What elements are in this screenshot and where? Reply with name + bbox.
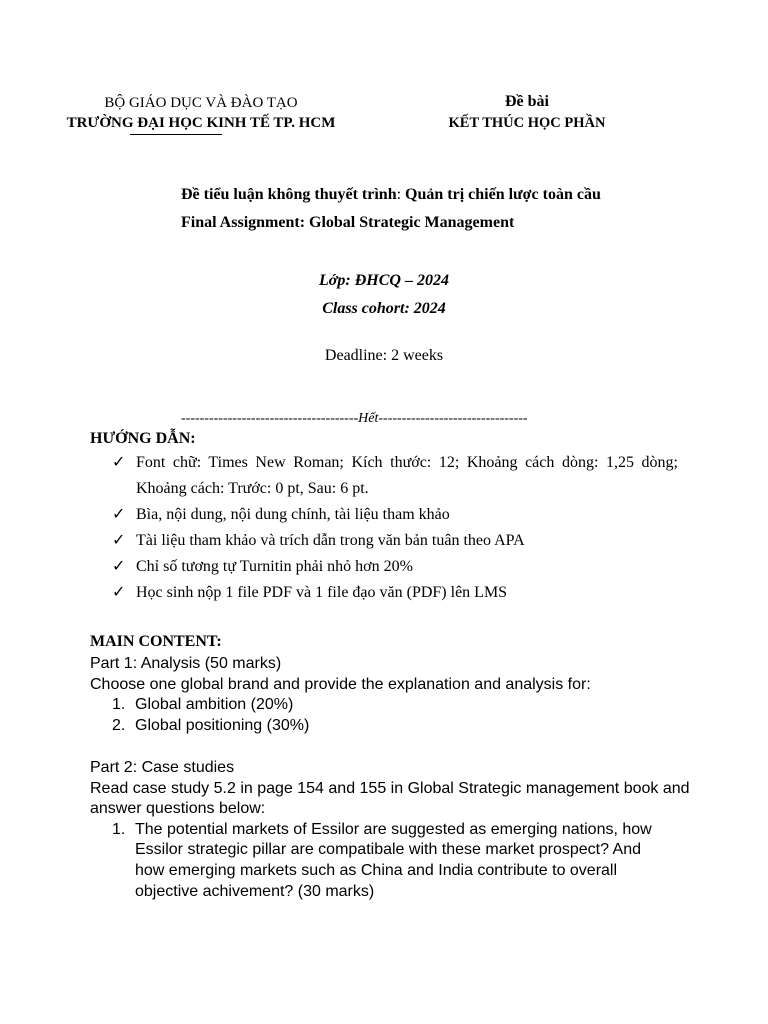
assignment-title-vi	[181, 186, 601, 204]
part1-section	[90, 654, 690, 736]
guideline-item	[112, 528, 678, 554]
checkmark-icon: ✓	[112, 454, 126, 471]
list-item	[90, 695, 690, 716]
guideline-text: Bìa, nội dung, nội dung chính, tài liệu tham khảo	[136, 506, 450, 523]
part2-intro: Read case study 5.2 in page 154 and 155 in Global Strategic management book and answer questions below:	[90, 779, 690, 818]
guideline-text: Font chữ: Times New Roman; Kích thước: 12; Khoảng cách dòng: 1,25 dòng; Khoảng cách: Trước: 0 pt, Sau: 6 pt.	[136, 454, 678, 497]
divider-left: --------------------------------------	[181, 411, 359, 426]
checkmark-icon: ✓	[112, 558, 126, 575]
assignment-title-en: Final Assignment: Global Strategic Management	[181, 214, 515, 231]
class-vi: Lớp: ĐHCQ – 2024	[319, 272, 449, 289]
exam-label: Đề bài	[505, 93, 549, 110]
exam-type: KẾT THÚC HỌC PHẦN	[448, 115, 606, 131]
guideline-item	[112, 450, 678, 502]
checkmark-icon: ✓	[112, 584, 126, 601]
part2-section	[90, 758, 690, 902]
checkmark-icon: ✓	[112, 506, 126, 523]
guideline-item	[112, 580, 678, 606]
part1-intro: Choose one global brand and provide the explanation and analysis for:	[90, 675, 591, 693]
guidelines-heading: HƯỚNG DẪN:	[90, 430, 196, 447]
header-underline	[130, 134, 222, 135]
ministry-name: BỘ GIÁO DỤC VÀ ĐÀO TẠO	[104, 95, 298, 111]
list-item	[90, 820, 665, 902]
guideline-item	[112, 554, 678, 580]
list-item	[90, 716, 690, 737]
university-name: TRƯỜNG ĐẠI HỌC KINH TẾ TP. HCM	[66, 115, 336, 131]
title-colon: :	[396, 186, 402, 203]
divider-right: --------------------------------	[378, 411, 528, 426]
title-prefix: Đề tiểu luận không thuyết trình	[181, 186, 397, 203]
guideline-text: Tài liệu tham khảo và trích dẫn trong văn bản tuân theo APA	[136, 532, 525, 549]
class-en: Class cohort: 2024	[322, 300, 446, 317]
divider-word: Hết	[358, 411, 379, 426]
guidelines-list	[112, 450, 678, 606]
part1-title: Part 1: Analysis (50 marks)	[90, 655, 282, 672]
part2-title: Part 2: Case studies	[90, 759, 235, 776]
item-number: 1.	[112, 696, 126, 714]
item-number: 1.	[112, 820, 126, 838]
guideline-item	[112, 502, 678, 528]
item-text: Global positioning (30%)	[135, 716, 310, 734]
main-content-heading: MAIN CONTENT:	[90, 633, 222, 650]
checkmark-icon: ✓	[112, 532, 126, 549]
guideline-text: Học sinh nộp 1 file PDF và 1 file đạo văn (PDF) lên LMS	[136, 584, 508, 601]
deadline: Deadline: 2 weeks	[324, 347, 444, 364]
end-divider	[181, 411, 528, 427]
item-text: The potential markets of Essilor are suggested as emerging nations, how Essilor strategic pillar are compatibale with these market prospect? And how emerging markets such as China and India contribute to overall objective achivement? (30 marks)	[135, 820, 652, 900]
item-number: 2.	[112, 716, 126, 734]
item-text: Global ambition (20%)	[135, 696, 294, 714]
title-subject: Quản trị chiến lược toàn cầu	[401, 186, 601, 203]
guideline-text: Chỉ số tương tự Turnitin phải nhỏ hơn 20%	[136, 558, 413, 575]
